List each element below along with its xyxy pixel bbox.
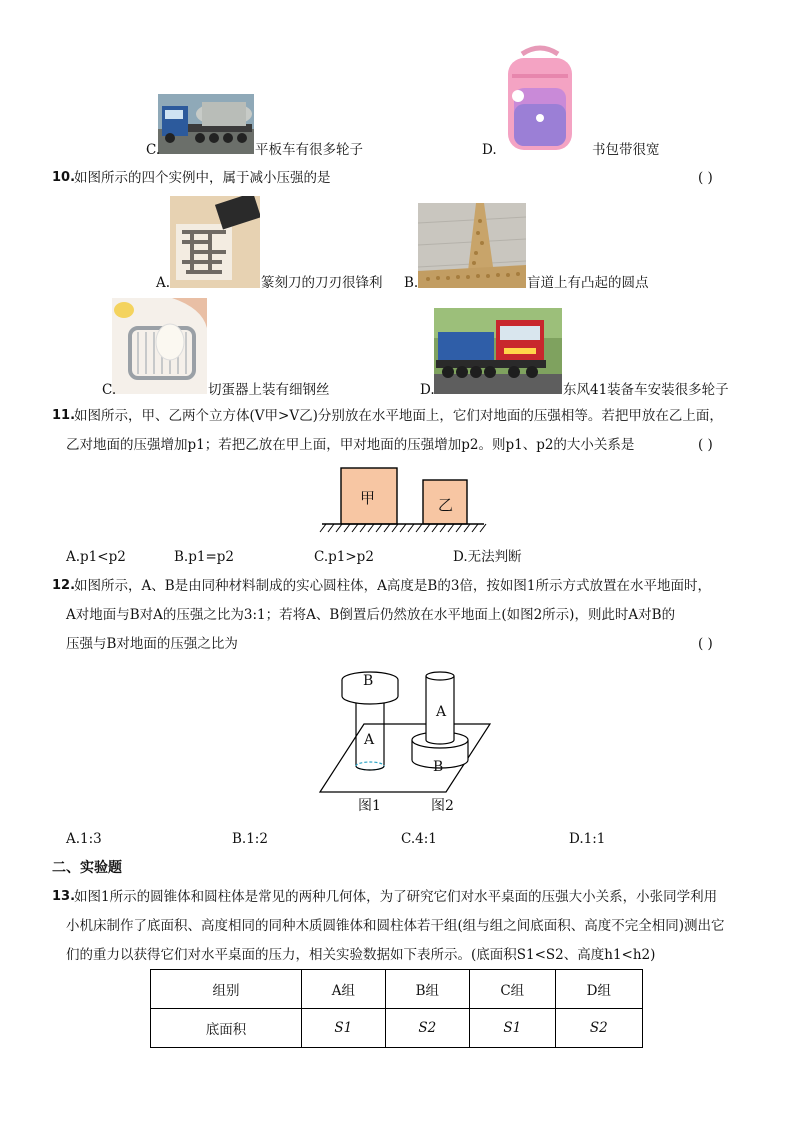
q12-fig1-label-a: A [364,732,375,748]
pink-backpack-image [500,44,580,154]
q10-option-a-letter: A. [156,275,171,291]
q10-option-d-letter: D. [420,382,435,398]
q12-fig2-caption: 图2 [431,798,454,814]
q12-option-c[interactable]: C.4:1 [401,831,437,847]
q12-line3: 压强与B对地面的压强之比为 [66,636,238,652]
table-header-cell: 组别 [151,970,302,1009]
q10-answer-bracket[interactable]: ( ) [698,170,713,186]
seal-carving-image [170,196,260,288]
q13-line1: 如图1所示的圆锥体和圆柱体是常见的两种几何体，为了研究它们对水平桌面的压强大小关系，小张同学利用 [74,889,718,905]
flatbed-truck-image [158,94,254,154]
q12-answer-bracket[interactable]: ( ) [698,636,713,652]
q11-option-b[interactable]: B.p1=p2 [174,549,234,565]
q12-option-b[interactable]: B.1:2 [232,831,268,847]
section-title: 二、实验题 [52,860,122,876]
q9-option-c-letter: C. [146,142,161,158]
q10-option-b-text: 盲道上有凸起的圆点 [527,275,649,291]
table-row-label: 底面积 [151,1009,302,1048]
q13-number: 13. [52,889,76,904]
q11-answer-bracket[interactable]: ( ) [698,437,713,453]
q10-option-c-text: 切蛋器上装有细钢丝 [208,382,330,398]
table-header-cell: C组 [469,970,555,1009]
q12-fig2-label-b: B [433,759,444,775]
q11-option-c[interactable]: C.p1>p2 [314,549,374,565]
missile-vehicle-image [434,308,562,394]
q10-option-a-text: 篆刻刀的刀刃很锋利 [261,275,383,291]
q11-line2: 乙对地面的压强增加p1；若把乙放在甲上面，甲对地面的压强增加p2。则p1、p2的大小关系是 [66,437,635,453]
q10-option-c-letter: C. [102,382,117,398]
q12-line2: A对地面与B对A的压强之比为3:1；若将A、B倒置后仍然放在水平地面上(如图2所示)，则此时A对B的 [66,607,676,623]
q10-number: 10. [52,170,76,185]
q12-fig1-caption: 图1 [358,798,381,814]
table-header-cell: D组 [555,970,642,1009]
table-header-cell: A组 [302,970,386,1009]
q10-stem: 如图所示的四个实例中，属于减小压强的是 [74,170,331,186]
q12-line1: 如图所示，A、B是由同种材料制成的实心圆柱体，A高度是B的3倍，按如图1所示方式放置在水平地面时， [74,578,712,594]
q11-cubes-diagram [318,460,490,536]
q13-data-table [150,969,643,1048]
q11-option-a[interactable]: A.p1<p2 [66,549,126,565]
q9-option-c-text: 平板车有很多轮子 [255,142,363,158]
table-row [151,1009,643,1048]
q12-fig1-label-b: B [363,673,374,689]
q13-line3: 们的重力以获得它们对水平桌面的压力，相关实验数据如下表所示。(底面积S1<S2、高度h1<h2) [66,947,656,963]
tactile-paving-image [418,203,526,288]
q9-option-d-text: 书包带很宽 [592,142,660,158]
q12-cylinders-diagram [318,666,494,796]
table-cell: S1 [302,1009,386,1048]
q10-option-d-text: 东风41装备车安装很多轮子 [563,382,729,398]
q11-number: 11. [52,408,76,423]
q11-block-yi-label: 乙 [438,496,454,514]
table-cell: S2 [385,1009,469,1048]
q13-line2: 小机床制作了底面积、高度相同的同种木质圆锥体和圆柱体若干组(组与组之间底面积、高度不完全相同)测出它 [66,918,725,934]
q12-option-d[interactable]: D.1:1 [569,831,606,847]
q10-option-b-letter: B. [404,275,419,291]
q11-option-d[interactable]: D.无法判断 [453,549,522,565]
q11-block-jia-label: 甲 [360,489,376,507]
table-cell: S1 [469,1009,555,1048]
table-header-cell: B组 [385,970,469,1009]
q11-line1: 如图所示，甲、乙两个立方体(V甲>V乙)分别放在水平地面上，它们对地面的压强相等。若把甲放在乙上面， [74,408,723,424]
q12-fig2-label-a: A [436,704,447,720]
egg-slicer-image [112,298,207,394]
q12-option-a[interactable]: A.1:3 [66,831,102,847]
q9-option-d-letter: D. [482,142,497,158]
table-cell: S2 [555,1009,642,1048]
q12-number: 12. [52,578,76,593]
table-header-row [151,970,643,1009]
